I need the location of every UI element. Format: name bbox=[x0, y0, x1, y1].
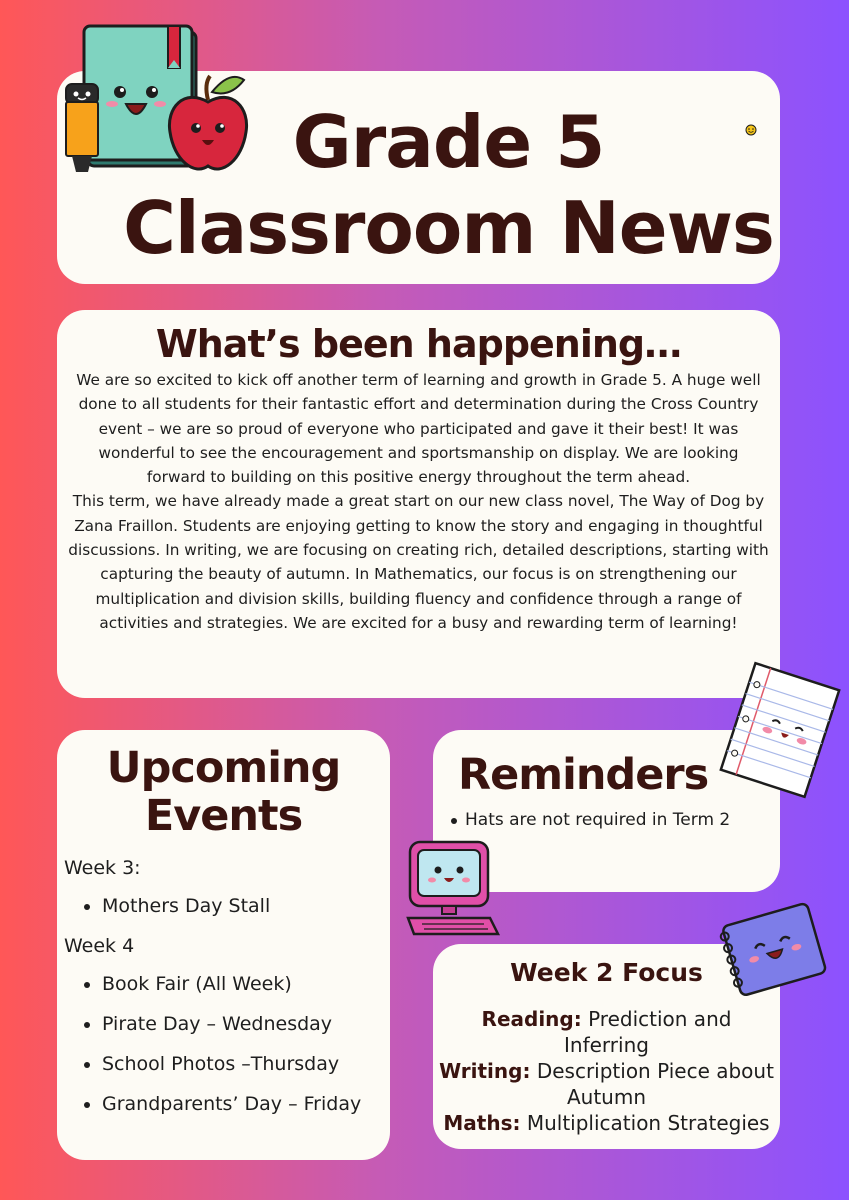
list-item: Pirate Day – Wednesday bbox=[64, 1012, 386, 1036]
focus-item-writing bbox=[439, 1058, 774, 1110]
reminders-heading: Reminders bbox=[458, 750, 709, 800]
list-item: Grandparents’ Day – Friday bbox=[64, 1092, 386, 1116]
events-heading-line-2: Events bbox=[144, 791, 303, 841]
focus-label: Maths: bbox=[443, 1111, 521, 1135]
focus-label: Writing: bbox=[439, 1059, 531, 1083]
events-card bbox=[57, 730, 390, 1160]
list-item: Mothers Day Stall bbox=[64, 894, 386, 918]
reminders-list bbox=[447, 808, 730, 832]
focus-value: Prediction and Inferring bbox=[564, 1007, 732, 1057]
focus-label: Reading: bbox=[481, 1007, 582, 1031]
week-4-list bbox=[64, 972, 386, 1116]
focus-item-maths bbox=[439, 1110, 774, 1136]
events-heading-line-1: Upcoming bbox=[106, 743, 341, 793]
list-item: Book Fair (All Week) bbox=[64, 972, 386, 996]
title-line-2: Classroom News bbox=[123, 186, 774, 270]
focus-heading: Week 2 Focus bbox=[510, 958, 703, 987]
week-label: Week 4 bbox=[64, 935, 135, 957]
events-list bbox=[64, 856, 386, 1132]
happening-body bbox=[67, 368, 770, 635]
focus-list bbox=[439, 1006, 774, 1136]
title-line-1: Grade 5 bbox=[292, 100, 605, 184]
happening-card bbox=[57, 310, 780, 698]
notepaper-icon bbox=[718, 660, 842, 800]
focus-value: Multiplication Strategies bbox=[526, 1111, 770, 1135]
happening-paragraph-1: We are so excited to kick off another term of learning and growth in Grade 5. A huge well done to all students for their fantastic effort and determination during the Cross Country event – we are so proud of everyone who participated and gave it their best! It was wonderful to see the encouragement and sportsmanship on display. We are looking forward to building on this positive energy throughout the term ahead. bbox=[76, 371, 761, 487]
happening-heading: What’s been happening… bbox=[155, 322, 682, 366]
highlighter-icon bbox=[62, 82, 104, 178]
events-heading bbox=[57, 744, 390, 840]
week-label: Week 3: bbox=[64, 857, 141, 879]
list-item: Hats are not required in Term 2 bbox=[447, 808, 730, 832]
list-item: School Photos –Thursday bbox=[64, 1052, 386, 1076]
notebook-icon bbox=[716, 898, 828, 1000]
computer-icon bbox=[404, 838, 502, 938]
smiley-icon bbox=[745, 124, 757, 136]
apple-icon bbox=[164, 70, 252, 180]
focus-value: Description Piece about Autumn bbox=[536, 1059, 774, 1109]
happening-paragraph-2: This term, we have already made a great start on our new class novel, The Way of Dog by Zana Fraillon. Students are enjoying getting to know the story and engaging in thoughtful discussions. In writing, we are focusing on creating rich, detailed descriptions, starting with capturing the beauty of autumn. In Mathematics, our focus is on strengthening our multiplication and division skills, building fluency and confidence through a range of activities and strategies. We are excited for a busy and rewarding term of learning! bbox=[68, 492, 769, 632]
week-3-list bbox=[64, 894, 386, 918]
focus-item-reading bbox=[439, 1006, 774, 1058]
